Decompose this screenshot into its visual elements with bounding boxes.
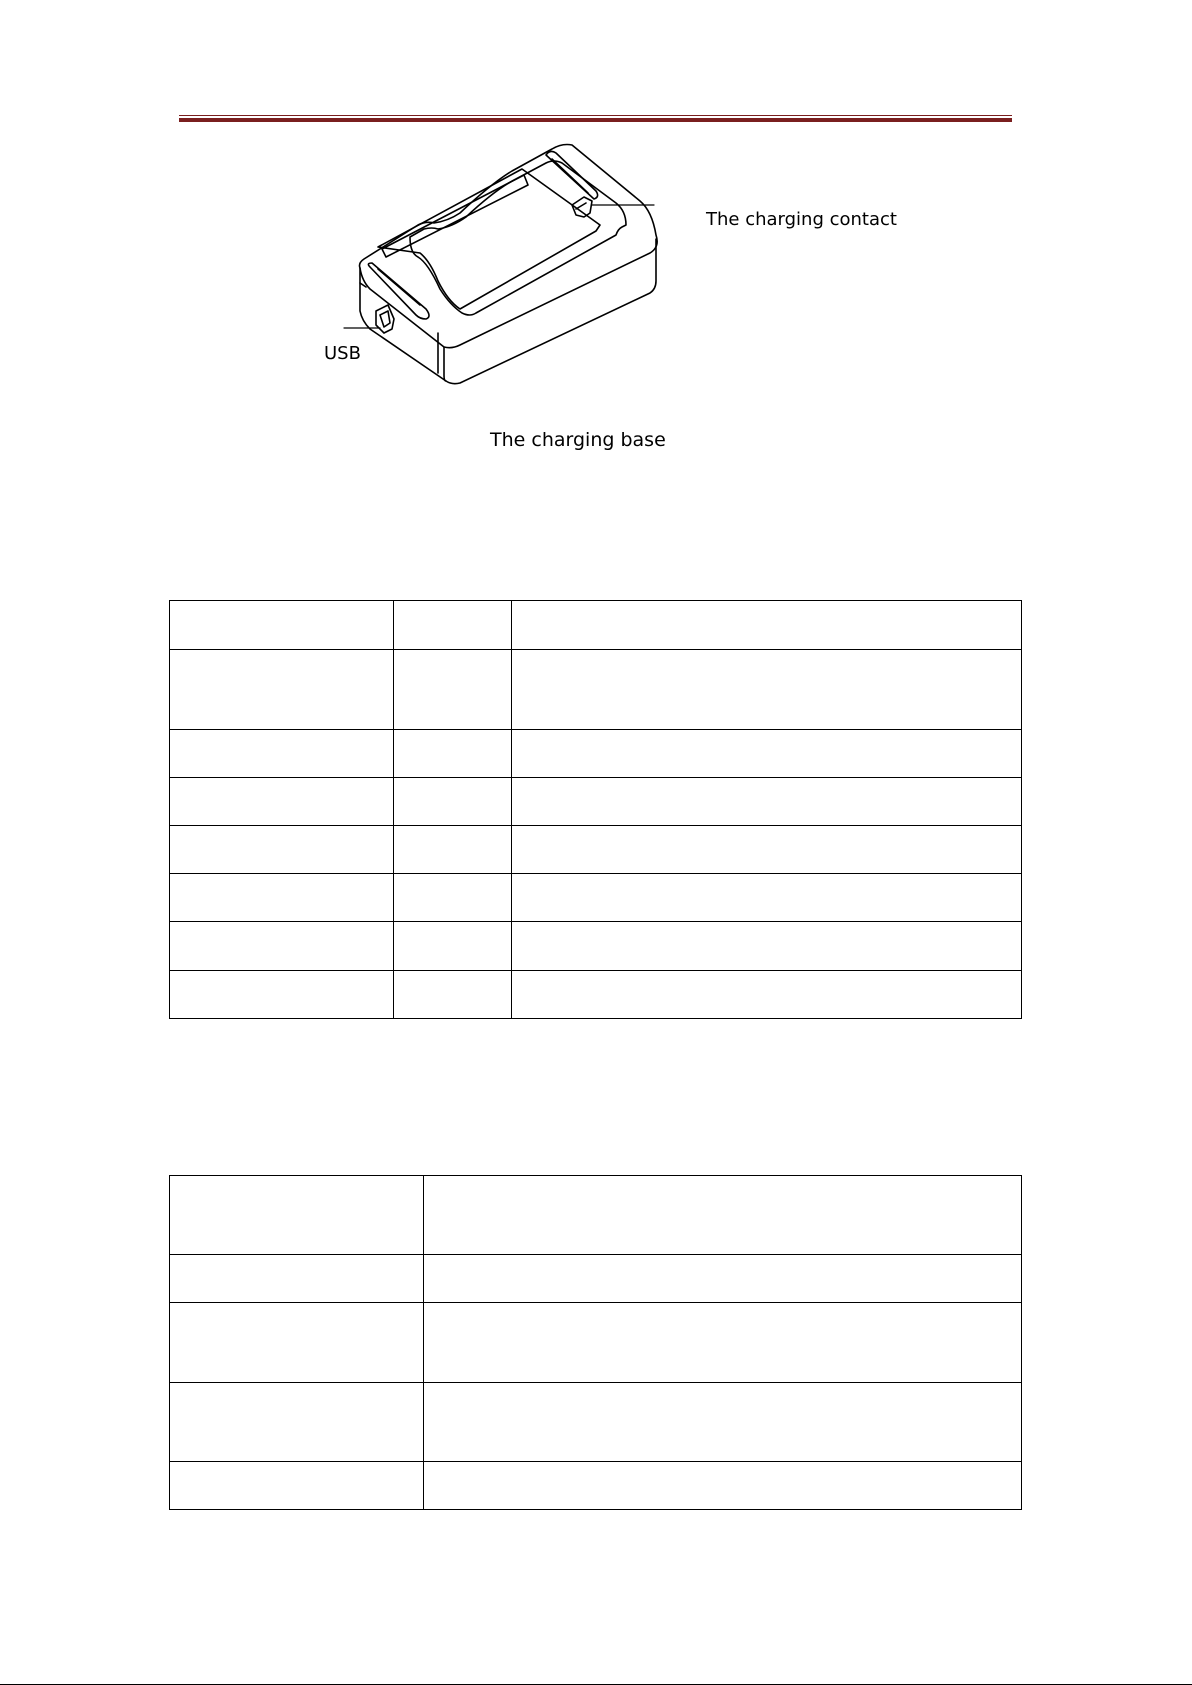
right-slot-inner [552,159,588,193]
table-cell [170,1255,424,1303]
table-cell [394,826,512,874]
figure-caption: The charging base [490,429,666,451]
table-row [170,874,1022,922]
table-row [170,778,1022,826]
table-row [170,922,1022,971]
table-cell [424,1462,1022,1510]
base-corner-line [444,347,446,381]
table-cell [170,826,394,874]
charging-contact-label: The charging contact [706,209,897,230]
table-row [170,1462,1022,1510]
usb-port-inner [380,311,390,327]
table-cell [170,601,394,650]
usb-label: USB [324,343,361,364]
table-cell [394,922,512,971]
usb-port [376,305,394,333]
table-row [170,1303,1022,1383]
table-cell [170,922,394,971]
table-row [170,730,1022,778]
table-cell [424,1255,1022,1303]
spec-table-1 [169,600,1022,1019]
charging-base-figure [300,135,920,455]
table-cell [394,874,512,922]
header-rule-thick [179,118,1012,122]
table-cell [170,778,394,826]
table-cell [394,730,512,778]
table-cell [170,730,394,778]
table-cell [512,730,1022,778]
table-row [170,1383,1022,1462]
table-cell [170,1303,424,1383]
table-cell [170,1383,424,1462]
table-row [170,971,1022,1019]
table-cell [424,1383,1022,1462]
table-cell [170,874,394,922]
battery-cavity [378,169,600,309]
table-cell [394,778,512,826]
table-cell [424,1176,1022,1255]
table-cell [170,1462,424,1510]
base-top-outline [360,145,658,348]
table-cell [170,1176,424,1255]
table-row [170,1176,1022,1255]
table-cell [512,826,1022,874]
base-front-edge [360,239,656,384]
charging-base-drawing [300,135,720,415]
header-rule-thin [179,115,1012,116]
table-cell [512,922,1022,971]
table-cell [512,778,1022,826]
table-row [170,650,1022,730]
table-cell [170,650,394,730]
table-cell [512,601,1022,650]
table-row [170,1255,1022,1303]
table-cell [394,601,512,650]
table-cell [512,650,1022,730]
table-cell [394,650,512,730]
table-cell [170,971,394,1019]
spec-table-2 [169,1175,1022,1510]
inner-rim [410,161,626,315]
table-row [170,601,1022,650]
table-cell [512,971,1022,1019]
table-cell [512,874,1022,922]
table-cell [424,1303,1022,1383]
table-cell [394,971,512,1019]
charging-contact-inner [576,203,586,209]
table-row [170,826,1022,874]
